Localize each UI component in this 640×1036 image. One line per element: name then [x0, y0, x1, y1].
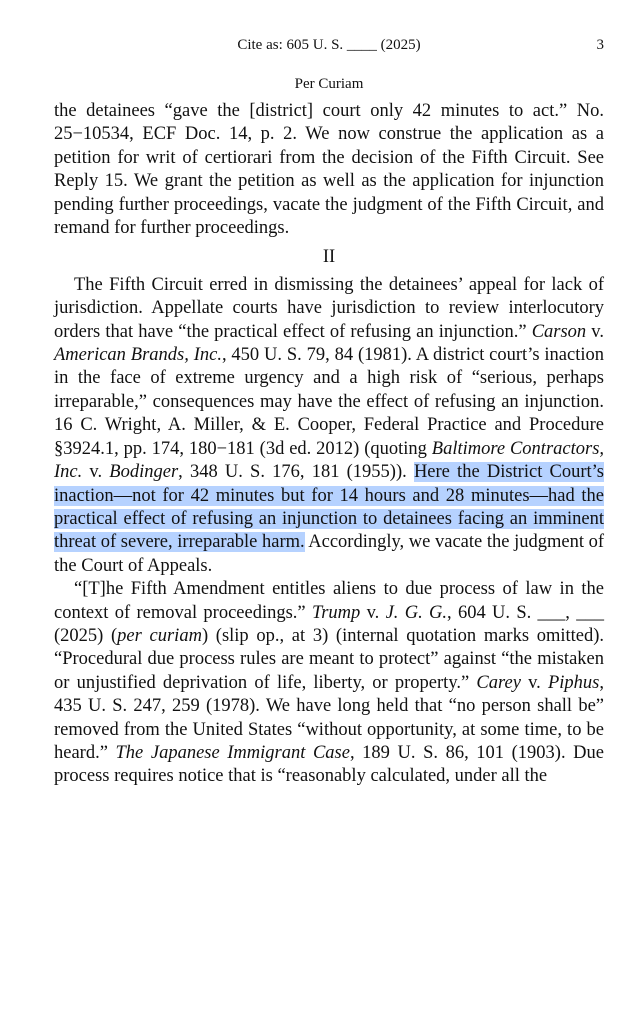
case-name-american-brands: American Brands, Inc. — [54, 345, 222, 366]
paragraph-3-text-3: , 604 U. S. ___, ___ (2025) ( — [54, 602, 604, 646]
paragraph-3-text-4: ) (slip op., at 3) (internal quotation marks omitted). “Procedural due process rules are meant to protect” against “the mistaken or unjustified deprivation of life, liberty, or property.” — [54, 625, 605, 693]
page-number: 3 — [596, 37, 604, 53]
paragraph-3-text-2: v. — [360, 602, 386, 623]
case-name-baltimore-contractors: Baltimore Contractors, Inc. — [54, 438, 605, 483]
paragraph-2-text-2: v. — [586, 321, 604, 342]
paragraph-1 — [54, 100, 604, 240]
section-heading: II — [322, 247, 336, 268]
paragraph-2 — [54, 274, 604, 578]
per-curiam-italic: per curiam — [117, 625, 202, 646]
case-name-carey: Carey — [476, 672, 521, 693]
paragraph-3-text-1: “[T]he Fifth Amendment entitles aliens to due process of law in the context of removal proceedings.” — [54, 579, 604, 623]
paragraph-2-text-3: , 450 U. S. 79, 84 (1981). A district court’s inaction in the face of extreme urgency and a high risk of “serious, perhaps irreparable,” consequences may have the effect of refusing an injunction. 16 C. Wright, A. Miller, & E. Cooper, Federal Practice and Procedure §3924.1, pp. 174, 180−181 (3d ed. 2012) (quoting — [54, 345, 604, 459]
paragraph-3-text-7: , 189 U. S. 86, 101 (1903). Due process requires notice that is “reasonably calculated, under all the — [54, 742, 604, 787]
case-name-carson: Carson — [531, 321, 587, 342]
paragraph-2-text-4: v. — [82, 462, 110, 483]
author-line: Per Curiam — [294, 76, 364, 92]
case-name-piphus: Piphus — [547, 672, 600, 693]
case-name-bodinger: Bodinger — [109, 462, 179, 483]
paragraph-1-text: the detainees “gave the [district] court only 42 minutes to act.” No. 25−10534, ECF Doc. 14, p. 2. We now construe the application as a petition for writ of certiorari from the decision of the Fifth Circuit. See Reply 15. We grant the petition as well as the application for injunction pending further proceedings, vacate the judgment of the Fifth Circuit, and remand for further proceedings. — [54, 101, 604, 239]
paragraph-2-text-6: Accordingly, we vacate the judgment of the Court of Appeals. — [54, 532, 604, 576]
document-page — [54, 30, 604, 789]
paragraph-3-text-6: , 435 U. S. 247, 259 (1978). We have long held that “no person shall be” removed from the United States “without opportunity, at some time, to be heard.” — [54, 672, 604, 763]
case-name-trump: Trump — [311, 602, 361, 623]
running-head — [54, 30, 604, 60]
case-name-jgg: J. G. G. — [385, 602, 448, 623]
paragraph-2-text-5: , 348 U. S. 176, 181 (1955)). — [178, 462, 414, 483]
paragraph-2-text-1: The Fifth Circuit erred in dismissing the detainees’ appeal for lack of jurisdiction. Appellate courts have jurisdiction to review interlocutory orders that have “the practical effect of refusing an injunction.” — [54, 274, 604, 342]
highlighted-passage[interactable]: Here the District Court’s inaction—not for 42 minutes but for 14 hours and 28 minutes—had the practical effect of refusing an injunction to detainees facing an imminent threat of severe, irreparable harm. — [54, 462, 604, 553]
citation-header: Cite as: 605 U. S. ____ (2025) — [237, 37, 421, 53]
paragraph-3-text-5: v. — [520, 672, 548, 693]
case-name-japanese-immigrant: The Japanese Immigrant Case — [115, 742, 350, 763]
paragraph-3 — [54, 578, 604, 789]
